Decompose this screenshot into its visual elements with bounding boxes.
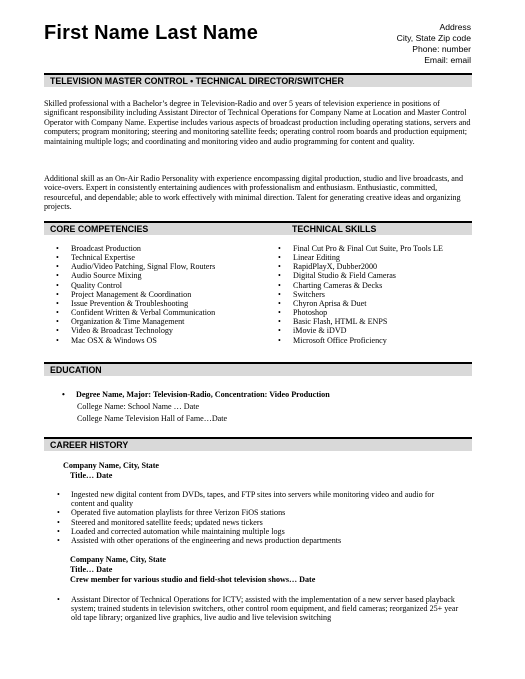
job1-bullets bbox=[57, 490, 457, 545]
list-item: • Assisted with other operations of the engineering and news production departments bbox=[57, 536, 457, 545]
job1-company: Company Name, City, State bbox=[63, 461, 159, 470]
list-item: • Audio/Video Patching, Signal Flow, Routers bbox=[56, 262, 215, 271]
list-item: • Audio Source Mixing bbox=[56, 271, 215, 280]
list-item: • Technical Expertise bbox=[56, 253, 215, 262]
summary-paragraph-2: Additional skill as an On-Air Radio Personality with experience encompassing digital production, studio and live broadcasts, and voice-overs. Expert in consistently entertaining audiences with professionalism and enthusiasm. Enthusiastic, committed, resourceful, and dependable; able to work effectively with minimal direction. Talent for generating creative ideas and organizing projects. bbox=[44, 174, 463, 212]
list-item: • Assistant Director of Technical Operations for ICTV; assisted with the implementation of a new server based playback system; trained students in television switchers, other control room equipment, and field cameras; reorganized 25+ year old tape library; organized live graphics, live audio and live television switching bbox=[57, 595, 467, 623]
core-competencies-heading: CORE COMPETENCIES bbox=[50, 224, 149, 234]
list-item: • Ingested new digital content from DVDs, tapes, and FTP sites into servers while monitoring video and audio for content and quality bbox=[57, 490, 457, 508]
contact-block bbox=[397, 22, 471, 66]
list-item: • Project Management & Coordination bbox=[56, 290, 215, 299]
contact-email: Email: email bbox=[424, 55, 471, 65]
list-item: • Steered and monitored satellite feeds; updated news tickers bbox=[57, 518, 457, 527]
competencies-bar bbox=[44, 221, 472, 235]
career-bar bbox=[44, 437, 472, 451]
candidate-name: First Name Last Name bbox=[44, 22, 259, 44]
education-heading: EDUCATION bbox=[50, 365, 102, 375]
list-item: • Loaded and corrected automation while maintaining multiple logs bbox=[57, 527, 457, 536]
list-item: • RapidPlayX, Dubber2000 bbox=[278, 262, 443, 271]
list-item: • Broadcast Production bbox=[56, 244, 215, 253]
headline-text: TELEVISION MASTER CONTROL • TECHNICAL DIRECTOR/SWITCHER bbox=[50, 76, 344, 86]
job2-company: Company Name, City, State bbox=[70, 555, 166, 564]
college-line: College Name: School Name … Date bbox=[77, 402, 200, 411]
list-item: • iMovie & iDVD bbox=[278, 326, 443, 335]
list-item: • Digital Studio & Field Cameras bbox=[278, 271, 443, 280]
list-item: • Charting Cameras & Decks bbox=[278, 281, 443, 290]
career-heading: CAREER HISTORY bbox=[50, 440, 129, 450]
list-item: • Switchers bbox=[278, 290, 443, 299]
list-item: • Linear Editing bbox=[278, 253, 443, 262]
education-list bbox=[62, 390, 462, 399]
list-item: • Operated five automation playlists for three Verizon FiOS stations bbox=[57, 508, 457, 517]
contact-phone: Phone: number bbox=[412, 44, 471, 54]
summary-paragraph-1: Skilled professional with a Bachelor’s degree in Television-Radio and over 5 years of television experience in positions of significant responsibility including Assistant Director of Technical Operations for Company Name at Location and Master Control Operator with Company Name. Expertise includes various aspects of broadcast production including operating stations, servers and computers; program monitoring; steering and monitoring satellite feeds; operating control room boards and production equipment; maintaining multiple logs; and coordinating and monitoring video and audio programming for content and quality. bbox=[44, 99, 471, 146]
hall-of-fame-line: College Name Television Hall of Fame…Date bbox=[77, 414, 228, 423]
list-item: • Photoshop bbox=[278, 308, 443, 317]
degree-line: • Degree Name, Major: Television-Radio, Concentration: Video Production bbox=[62, 390, 462, 399]
competencies-list bbox=[56, 244, 215, 345]
job1-title: Title… Date bbox=[70, 471, 113, 480]
list-item: • Organization & Time Management bbox=[56, 317, 215, 326]
job2-bullets bbox=[57, 595, 467, 623]
technical-skills-heading: TECHNICAL SKILLS bbox=[292, 224, 377, 234]
skills-list bbox=[278, 244, 443, 345]
job2-role: Crew member for various studio and field-shot television shows… Date bbox=[70, 575, 316, 584]
list-item: • Chyron Aprisa & Duet bbox=[278, 299, 443, 308]
headline-bar bbox=[44, 73, 472, 87]
list-item: • Mac OSX & Windows OS bbox=[56, 336, 215, 345]
contact-city: City, State Zip code bbox=[396, 33, 471, 43]
list-item: • Quality Control bbox=[56, 281, 215, 290]
list-item: • Issue Prevention & Troubleshooting bbox=[56, 299, 215, 308]
job2-title: Title… Date bbox=[70, 565, 113, 574]
contact-address: Address bbox=[439, 22, 471, 32]
education-bar bbox=[44, 362, 472, 376]
list-item: • Video & Broadcast Technology bbox=[56, 326, 215, 335]
list-item: • Basic Flash, HTML & ENPS bbox=[278, 317, 443, 326]
list-item: • Confident Written & Verbal Communication bbox=[56, 308, 215, 317]
list-item: • Final Cut Pro & Final Cut Suite, Pro Tools LE bbox=[278, 244, 443, 253]
list-item: • Microsoft Office Proficiency bbox=[278, 336, 443, 345]
